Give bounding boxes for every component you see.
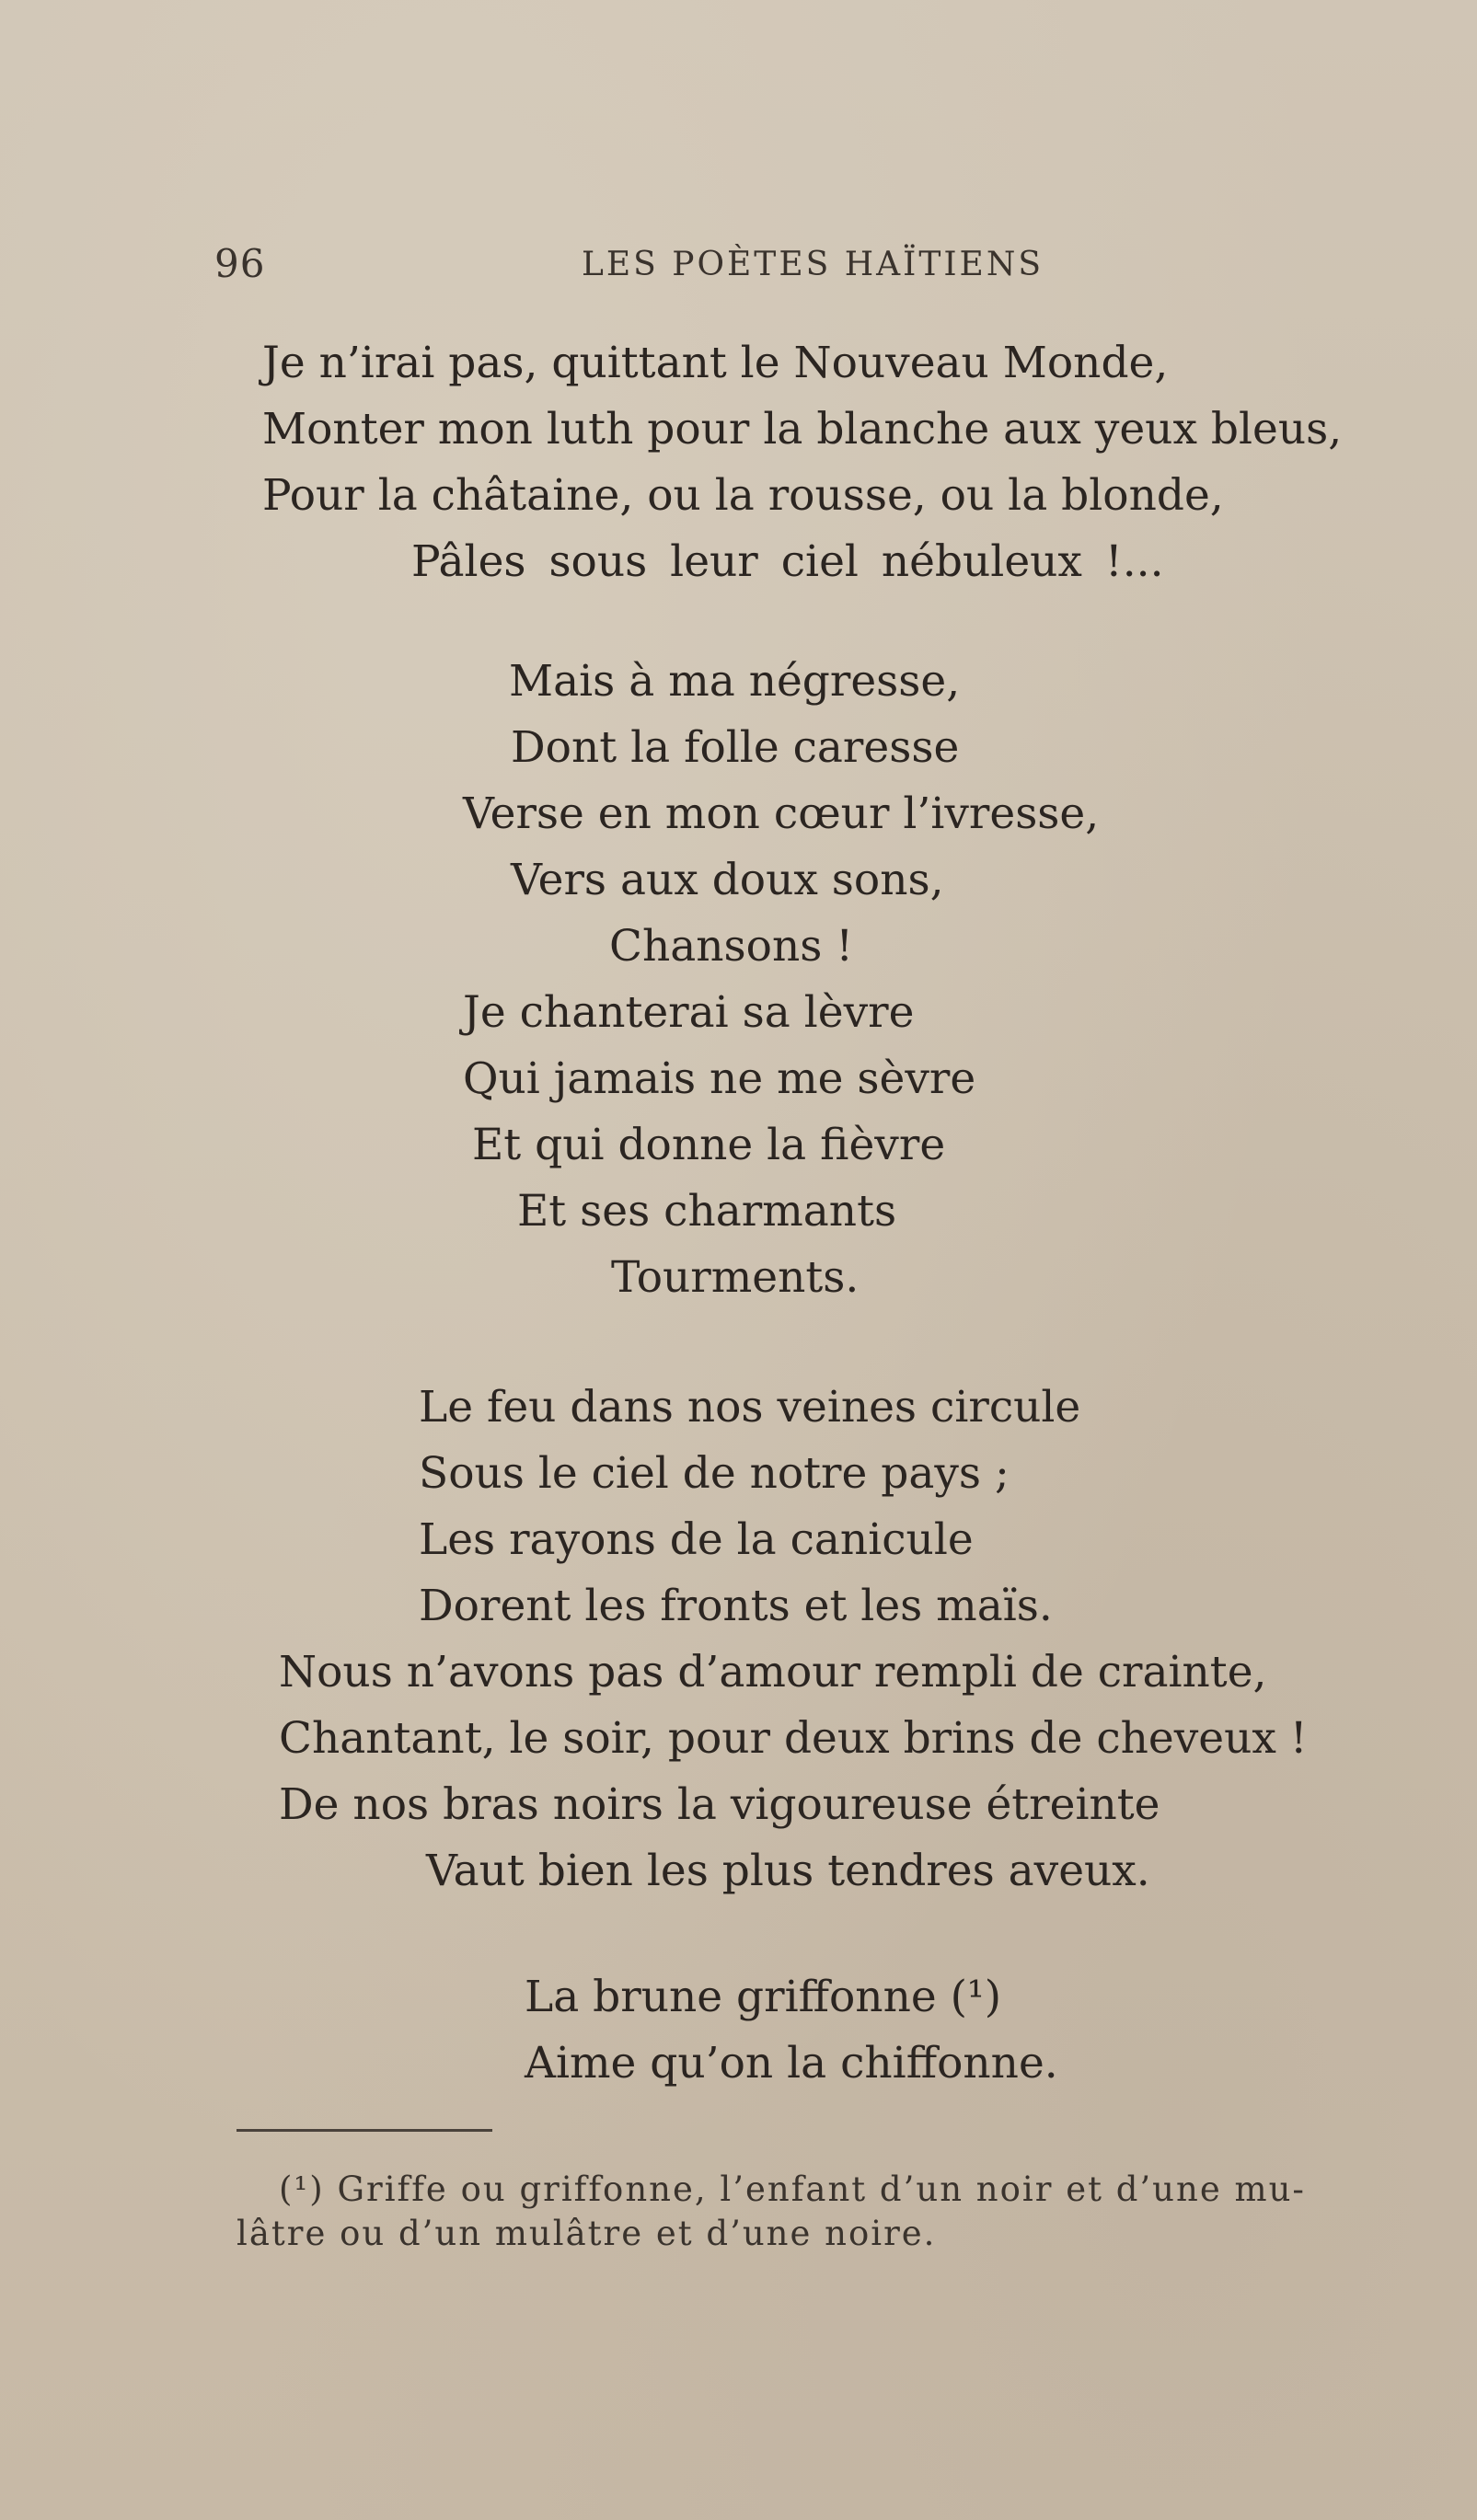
footnote-line: (¹) Griffe ou griffonne, l’enfant d’un noir et d’une mu-: [279, 2169, 1306, 2209]
running-title: LES POÈTES HAÏTIENS: [582, 246, 1044, 283]
page-number: 96: [214, 241, 266, 286]
poem-line: Verse en mon cœur l’ivresse,: [463, 788, 1100, 839]
poem-line: Je chanterai sa lèvre: [463, 987, 915, 1038]
poem-line: Pour la châtaine, ou la rousse, ou la blonde,: [262, 470, 1224, 521]
poem-line: Nous n’avons pas d’amour rempli de crainte,: [279, 1647, 1267, 1697]
poem-line: Chantant, le soir, pour deux brins de cheveux !: [279, 1713, 1308, 1764]
poem-line: Et qui donne la fièvre: [472, 1120, 946, 1170]
poem-line: Tourments.: [611, 1252, 860, 1303]
poem-line: Vaut bien les plus tendres aveux.: [426, 1846, 1150, 1896]
footnote-line: lâtre ou d’un mulâtre et d’une noire.: [237, 2214, 937, 2253]
poem-line: Le feu dans nos veines circule: [419, 1382, 1081, 1433]
footnote-rule: [237, 2129, 492, 2132]
poem-line: Pâles sous leur ciel nébuleux !...: [411, 536, 1164, 587]
poem-line: Dorent les fronts et les maïs.: [419, 1581, 1053, 1631]
poem-line: De nos bras noirs la vigoureuse étreinte: [279, 1779, 1160, 1830]
poem-line: La brune griffonne (¹): [525, 1972, 1002, 2022]
poem-line: Sous le ciel de notre pays ;: [419, 1448, 1010, 1499]
poem-line: Aime qu’on la chiffonne.: [525, 2038, 1058, 2088]
poem-line: Monter mon luth pour la blanche aux yeux bleus,: [262, 404, 1343, 455]
poem-line: Je n’irai pas, quittant le Nouveau Monde,: [262, 338, 1169, 388]
poem-line: Et ses charmants: [517, 1186, 897, 1237]
poem-line: Qui jamais ne me sèvre: [463, 1053, 976, 1104]
poem-line: Vers aux doux sons,: [511, 855, 944, 905]
poem-line: Chansons !: [609, 921, 854, 972]
poem-line: Les rayons de la canicule: [419, 1514, 974, 1565]
poem-line: Mais à ma négresse,: [509, 656, 961, 707]
poem-line: Dont la folle caresse: [511, 722, 960, 773]
